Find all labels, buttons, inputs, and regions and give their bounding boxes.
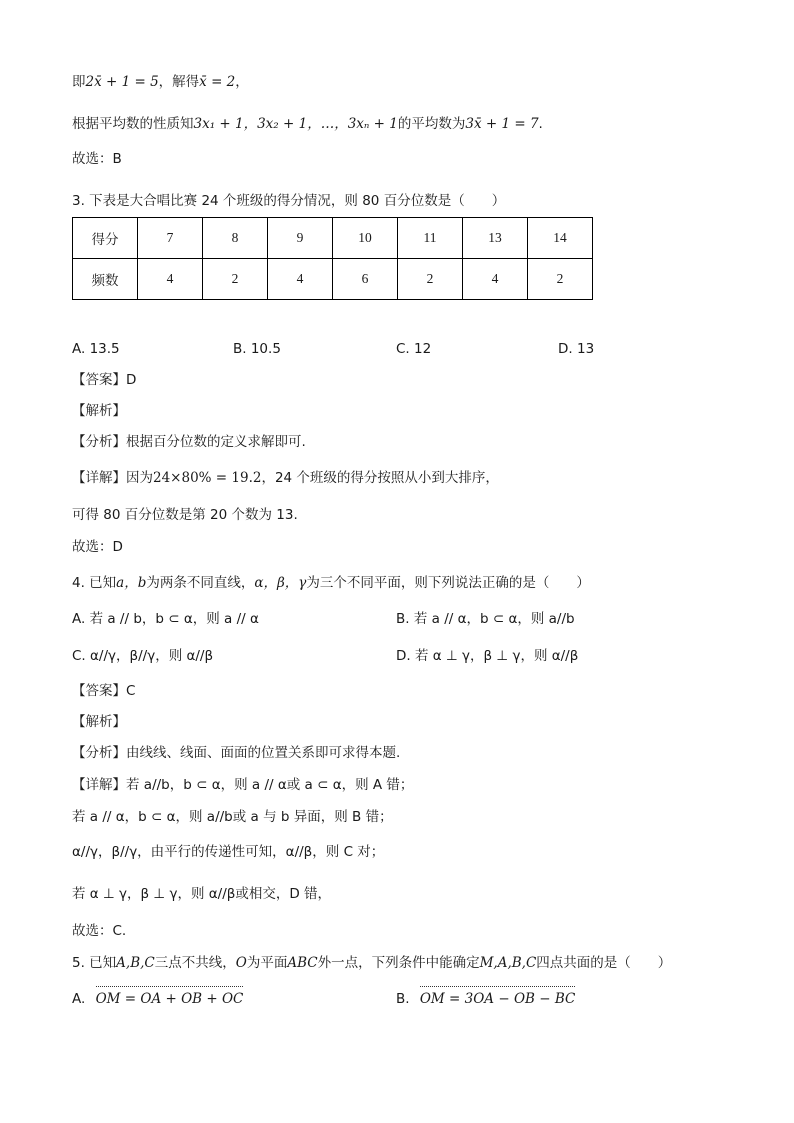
score-cell: 13 [463, 218, 528, 259]
score-row-label: 得分 [73, 218, 138, 259]
points: A,B,C [116, 955, 155, 971]
prev-line-1 [72, 72, 249, 92]
q4-option-b: B. 若 a // α，b ⊂ α，则 a//b [396, 611, 575, 627]
text: 的平均数为 [397, 116, 466, 132]
text: 为两条不同直线， [146, 575, 255, 591]
text: 为三个不同平面，则下列说法正确的是（ ） [306, 575, 590, 591]
count-cell: 2 [398, 259, 463, 300]
score-cell: 11 [398, 218, 463, 259]
text: 根据平均数的性质知 [72, 116, 194, 132]
prev-choice: 故选：B [72, 151, 122, 167]
q3-jiexi: 【解析】 [72, 403, 126, 419]
q4-detail-4: 若 α ⊥ γ，β ⊥ γ，则 α//β或相交，D 错， [72, 886, 332, 902]
q3-choice: 故选：D [72, 539, 123, 555]
equation: 3x̄ + 1 = 7 [465, 116, 539, 132]
text: 四点共面的是（ ） [536, 955, 672, 971]
q3-answer: 【答案】D [72, 372, 137, 388]
text: . [538, 116, 543, 132]
q4-choice: 故选：C. [72, 923, 127, 939]
points-mabc: M,A,B,C [479, 955, 537, 971]
q3-option-d: D. 13 [558, 341, 595, 357]
q3-option-b: B. 10.5 [233, 341, 281, 357]
plane-abc: ABC [287, 955, 318, 971]
count-cell: 4 [138, 259, 203, 300]
text: 5. 已知 [72, 955, 117, 971]
equation: 3x₁ + 1，3x₂ + 1，…，3xₙ + 1 [193, 116, 398, 132]
text: 【详解】因为 [72, 470, 153, 486]
score-cell: 9 [268, 218, 333, 259]
q4-detail-2: 若 a // α，b ⊂ α，则 a//b或 a 与 b 异面，则 B 错； [72, 809, 393, 825]
count-cell: 6 [333, 259, 398, 300]
score-table [72, 217, 593, 300]
q5-option-b [396, 989, 575, 1009]
score-cell: 10 [333, 218, 398, 259]
q3-detail-2: 可得 80 百分位数是第 20 个数为 13. [72, 507, 298, 523]
q3-stem: 3. 下表是大合唱比赛 24 个班级的得分情况，则 80 百分位数是（ ） [72, 193, 506, 209]
text: ，24 个班级的得分按照从小到大排序， [261, 470, 499, 486]
variables: a，b [116, 575, 147, 591]
q4-detail-3: α//γ，β//γ，由平行的传递性可知，α//β，则 C 对； [72, 844, 385, 860]
q3-option-c: C. 12 [396, 341, 432, 357]
equation: 24×80% = 19.2 [153, 470, 262, 486]
text: ，解得 [158, 74, 200, 90]
count-cell: 4 [463, 259, 528, 300]
q3-fenxi: 【分析】根据百分位数的定义求解即可. [72, 434, 306, 450]
point-o: O [235, 955, 247, 971]
equation: x̄ = 2 [199, 74, 236, 90]
q4-option-c: C. α//γ，β//γ，则 α//β [72, 648, 214, 664]
count-row-label: 频数 [73, 259, 138, 300]
text: ， [235, 74, 249, 90]
text: 三点不共线， [154, 955, 236, 971]
text: 即 [72, 74, 86, 90]
text: 外一点，下列条件中能确定 [317, 955, 480, 971]
q5-stem [72, 953, 671, 973]
q3-detail-1 [72, 468, 499, 488]
q4-fenxi: 【分析】由线线、线面、面面的位置关系即可求得本题. [72, 745, 401, 761]
q4-option-d: D. 若 α ⊥ γ，β ⊥ γ，则 α//β [396, 648, 579, 664]
q4-option-a: A. 若 a // b，b ⊂ α，则 a // α [72, 611, 259, 627]
text: A. [72, 991, 86, 1007]
score-cell: 7 [138, 218, 203, 259]
prev-line-2 [72, 114, 543, 134]
text: B. [396, 991, 410, 1007]
score-cell: 8 [203, 218, 268, 259]
variables: α，β，γ [254, 575, 307, 591]
score-row [73, 218, 593, 259]
count-cell: 4 [268, 259, 333, 300]
equation: 2x̄ + 1 = 5 [85, 74, 159, 90]
score-cell: 14 [528, 218, 593, 259]
count-row [73, 259, 593, 300]
q4-detail-1: 【详解】若 a//b，b ⊂ α，则 a // α或 a ⊂ α，则 A 错； [72, 777, 414, 793]
text: 为平面 [246, 955, 288, 971]
text: 4. 已知 [72, 575, 117, 591]
q5-option-a [72, 989, 243, 1009]
vector-equation: OM = 3OA − OB − BC [419, 991, 576, 1007]
q4-stem [72, 573, 590, 593]
q4-answer: 【答案】C [72, 683, 136, 699]
q4-jiexi: 【解析】 [72, 714, 126, 730]
count-cell: 2 [528, 259, 593, 300]
vector-equation: OM = OA + OB + OC [95, 991, 244, 1007]
q3-option-a: A. 13.5 [72, 341, 120, 357]
count-cell: 2 [203, 259, 268, 300]
